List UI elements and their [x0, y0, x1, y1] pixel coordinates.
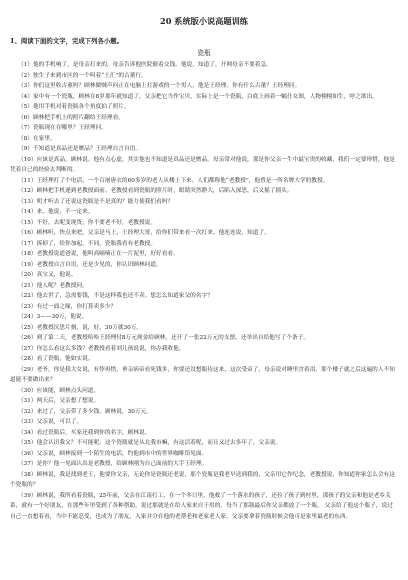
story-paragraph: （17）拆掉了，给你加起，不同，瓷瓶我看有老教授。 [18, 240, 157, 247]
story-paragraph: （33）父亲说，可以了。 [18, 419, 83, 425]
story-paragraph: （15）不好，去呢变现货，你不要老不好，老教授说。 [18, 219, 157, 226]
story-body [10, 60, 398, 522]
story-paragraph: （4）家中有一个瓷瓶，顾林在8岁那年就知道了，父亲把它当作宝贝，实际上是一个瓷瓶，白底上画着一幅仕女图，人物栩栩如生，呼之欲出。 [18, 93, 378, 100]
story-paragraph: （34）看过瓷瓶后，买家还我到你的名字，顾林说。 [18, 429, 151, 436]
story-paragraph: （10）应该是真品。顾林说。他有点心虚，其实他也不知道是真品还是赝品。母亲常对他说，那是你父亲一生中最宝贵的收藏，我们一定要珍惜，他是凭着自己的经验去判断的。 [10, 156, 395, 173]
story-paragraph: （18）老教授说道爸说，他叫高嘀嘀正在一片泥里，好好看看。 [18, 251, 179, 257]
story-paragraph: （5）他用手机对着瓷瓶各个角度拍了照片。 [18, 104, 130, 110]
story-paragraph: （9）不知道是真品还是赝品？王经理自言自语。 [18, 146, 142, 152]
story-paragraph: （39）顾林说，我所看着瓷瓶，25年前，父亲在江南打工，在一个冬日里，他救了一个落水的孩子，还拉了孩子到村里，那孩子的父亲和他是老乡关系，就有一个好朋友，在那些年里受到了各种帮助，说过那就是在给人家来自于用的，每当了那瓶最后你父亲都放了一个瓶。 父亲给了他这个瓶子，说过自己一直想着看，当中不能忍受，也成为了朋友，入家并分在他的老帮老和老家老人家，父亲要拿着瓷瓶时候会他可是家里最老的东西。 [10, 492, 393, 520]
story-paragraph: （21）他人呢？老教授问。 [18, 282, 88, 289]
story-paragraph: （7）瓷瓶现在在哪里？王经理问。 [18, 125, 107, 131]
story-paragraph: （20）真宝又，他说。 [18, 272, 77, 278]
story-paragraph: （26）到了第二天，老教授哈哈王经理付8万元现金给顾林，还开了一张22万元的支票，还举出自给他写了个条子。 [18, 335, 310, 341]
story-paragraph: （12）顾林把手机递到老教授面前。老教授看到瓷瓶的照片时，眼睛突然睁大，后陷入深思，后又摇了摇头。 [18, 188, 293, 194]
story-paragraph: （28）看了瓷瓶，他如实说。 [18, 356, 94, 362]
story-paragraph: （32）来过了，父亲带了多少钱。顾林说，30万元。 [18, 408, 152, 415]
story-paragraph: （30）应该能，顾林点头问道。 [18, 387, 100, 394]
story-paragraph: （35）他会认识我父？不可能呢。这个瓷瓶就是从北我市嘛，有这活着呢，而且又过去多年了。父亲说。 [18, 440, 282, 446]
story-paragraph: （11）王经理打了个电话，一个百屠唐衣的60多岁的老人从楼上下来。人们都称他“老教授”，他曾是一所名牌大学的教授。 [18, 177, 329, 184]
story-paragraph: （24）3——30万，他说。 [18, 314, 88, 320]
instruction-line: 1、阅读下面的文字，完成下列各小题。 [10, 37, 124, 45]
story-paragraph: （23）有过一面之缘，你打算卖多少？ [18, 303, 117, 310]
document-title: 20 系统版小说高题训练 [160, 16, 248, 26]
story-paragraph: （36）父亲说，顾林接到一个陌生的电话，约他到市中的世界咖啡馆见面。 [18, 450, 208, 457]
story-paragraph: （8）在家里。 [18, 135, 56, 142]
story-title: 瓷瓶 [197, 49, 211, 57]
story-paragraph: （27）你怎么看这么多钱？老教授看着刘儿孩说说，你办我收他。 [18, 345, 185, 352]
story-paragraph: （29）老爷，你是我大女说，有悖再惜，垂亲病帝看死钱多，你要还没想瓶待这来，这次受帝了，母亲说对睡里含着泪，那个楼子就之后这遍的人不知道能不要做出来？ [10, 366, 395, 383]
story-paragraph: （6）顾林把手机上的照片翻给王经理看。 [18, 114, 124, 121]
story-paragraph: （3）你们这里收古董吗？顾林做贼声问正在电脑上打游戏的一个男人，他是王经理。你有什么古董？王经理问。 [18, 83, 301, 89]
story-paragraph: （13）明才听去了还说这瓷瓶是不是真的？能力使我们看吗？ [18, 198, 174, 205]
story-paragraph: （19）老教授自言自语，还是少见的，你认识顾林问道。 [18, 261, 162, 268]
story-paragraph: （37）是你？他一见面认出是老教授，给顾林刚为自己面前的大手王经理。 [18, 461, 208, 467]
story-paragraph: （22）他去世了，急需要钱，不是这样我也还不卖。您怎么知道家父的名字？ [18, 293, 213, 299]
story-paragraph: （14）来，他说，不一定来。 [18, 209, 94, 215]
story-paragraph: （1）他的手机响了，是母亲打来的，母亲告诉他医院催着交钱。他说，知道了，开网母亲不要着急。 [18, 62, 272, 68]
story-paragraph: （2）独生子来到市区的一个叫着“土汇”的古董行。 [18, 72, 147, 79]
story-paragraph: （31）两天后，父亲想了想说。 [18, 398, 100, 404]
story-paragraph: （38）顾林说，我是找到老王，他要你父亲，无论你是瓷瓶还老说，那个瓷瓶是我老早送到我的，父亲用它作纪念，老教授说，你知道你家怎么会有这个瓷瓶的？ [10, 471, 395, 488]
story-paragraph: （16）顾林听，快点来吧，父亲是马上，王经理大哥，给你们带来看一次打来。他连连说，知道了。 [18, 230, 270, 236]
story-paragraph: （25）老教授沉思片刻，说，好，30万就30万。 [18, 324, 143, 331]
